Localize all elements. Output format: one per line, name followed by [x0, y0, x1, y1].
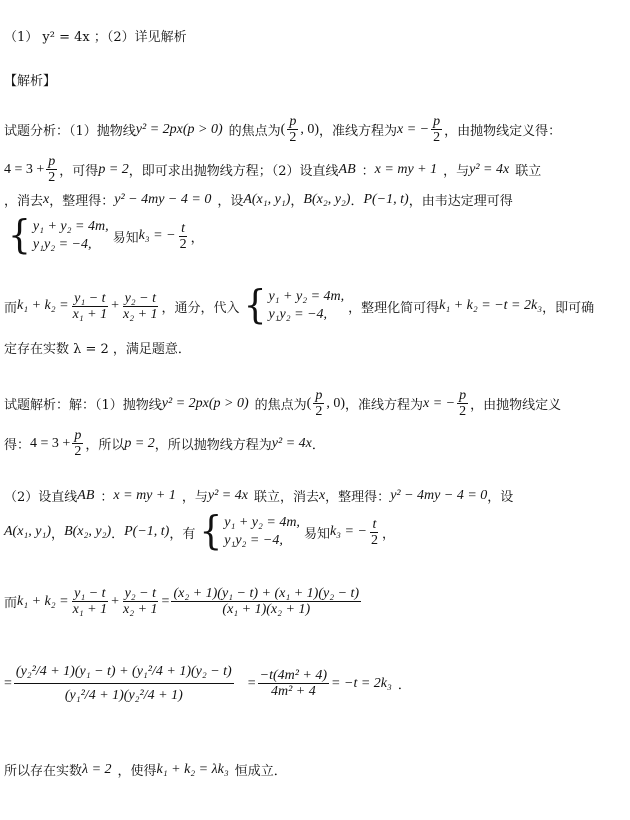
math: 4 = 3 +: [30, 435, 71, 451]
math: y² = 4x: [207, 487, 248, 503]
solution-line-1: [4, 388, 561, 419]
math: 4 = 3 +: [4, 161, 45, 177]
text: 易知: [112, 230, 139, 246]
math: k₃ = −: [138, 228, 176, 243]
math: k₁ + k₂ = −t = 2k₃: [439, 298, 543, 313]
math: k₁ + k₂ = λk₃: [156, 761, 229, 777]
text: ，所以抛物线方程为: [154, 438, 272, 453]
solution-line-4: [4, 508, 395, 554]
fraction: $\frac{p}{2}$: [74, 428, 82, 459]
text: 得：: [4, 438, 31, 453]
text: ，由抛物线定义得：: [444, 124, 562, 139]
text: 恒成立．: [234, 764, 287, 779]
math: AB: [338, 161, 356, 177]
math: +: [111, 298, 120, 313]
text: ：: [361, 164, 375, 179]
math: x = −: [397, 121, 430, 137]
math: B(x₂, y₂): [64, 524, 112, 539]
math: B(x₂, y₂): [303, 191, 351, 207]
text: ．: [350, 194, 364, 209]
math: λ = 2: [82, 761, 112, 777]
fraction: $\frac{p}{2}$: [289, 114, 297, 145]
text: 的焦点为: [254, 398, 307, 413]
text: ，整理得：: [49, 194, 115, 209]
math: , 0): [326, 395, 345, 411]
math: k₁ + k₂ =: [17, 298, 69, 313]
math: y² = 2px(p > 0): [161, 395, 249, 411]
equation-system: { y₁ + y₂ = 4m, y₁y₂ = −4,: [8, 212, 109, 258]
text: 而: [4, 596, 18, 611]
math: x: [43, 191, 50, 207]
math: x = my + 1: [374, 161, 438, 177]
math: AB: [77, 487, 95, 503]
answer-text: （1） y² = 4x ；（2）详见解析: [4, 30, 187, 45]
math: p = 2: [98, 161, 129, 177]
text: 联立，消去: [253, 490, 319, 505]
answer-line: [4, 26, 187, 45]
math: (: [306, 395, 312, 411]
solution-line-2: [4, 428, 325, 459]
math: =: [4, 675, 12, 691]
fraction: $\frac{p}{2}$: [315, 388, 323, 419]
math: P(−1, t): [124, 524, 170, 539]
math: P(−1, t): [363, 191, 409, 207]
text: ，由韦达定理可得: [408, 194, 513, 209]
math: k₃ = −: [329, 524, 367, 539]
text: ，: [290, 194, 304, 209]
math: +: [111, 593, 120, 609]
fraction: $\frac{\text{y₁ − t}}{\text{x₁ + 1}}$: [72, 290, 108, 322]
math: (: [280, 121, 286, 137]
math: p = 2: [124, 435, 155, 451]
text: ，通分，代入: [161, 300, 240, 316]
analysis-line-4: [4, 212, 204, 258]
text: ，准线方程为: [318, 124, 397, 139]
text: ，即可确: [542, 300, 595, 316]
text: 试题解析：解：（1）抛物线: [4, 398, 162, 413]
fraction: $\frac{t}{2}$: [370, 516, 378, 548]
math: x = −: [423, 395, 456, 411]
text: ，整理化简可得: [348, 300, 440, 316]
fraction: $\frac{p}{2}$: [48, 154, 56, 185]
math: A(x₁, y₁): [243, 191, 291, 207]
math: k₁ + k₂ =: [17, 593, 69, 609]
math: , 0): [300, 121, 319, 137]
text: ，设: [487, 490, 514, 505]
text: 试题分析：（1）抛物线: [4, 124, 136, 139]
text: ：: [100, 490, 114, 505]
fraction: $\frac{\text{y₂ − t}}{\text{x₂ + 1}}$: [123, 290, 158, 322]
text: 的焦点为: [228, 124, 281, 139]
math: =: [247, 675, 256, 691]
text: ，可得: [59, 164, 99, 179]
math: = −t = 2k₃: [331, 675, 392, 691]
text: ，: [190, 230, 204, 246]
text: 联立: [515, 164, 542, 179]
analysis-line-5: [4, 282, 595, 328]
math: y² = 2px(p > 0): [135, 121, 223, 137]
text: ，即可求出抛物线方程；（2）设直线: [128, 164, 339, 179]
text: ，消去: [4, 194, 44, 209]
text: 所以存在实数: [4, 764, 83, 779]
text: ．: [311, 438, 325, 453]
fraction: $\frac{\text{(x₂ + 1)(y₁ − t) + (x₁ + 1)(y₂ − t)}}{\text{(x₁ + 1)(x₂ + 1)}}$: [173, 586, 360, 617]
analysis-line-1: [4, 114, 561, 145]
text: ，: [51, 526, 65, 542]
math: y² = 4x: [271, 435, 312, 451]
text: ，整理得：: [325, 490, 391, 505]
math: x: [318, 487, 326, 503]
section-title-text: 【解析】: [4, 74, 57, 89]
equation-system: { y₁ + y₂ = 4m, y₁y₂ = −4,: [243, 282, 345, 328]
equation-system: { y₁ + y₂ = 4m, y₁y₂ = −4,: [199, 508, 300, 554]
analysis-line-6: [4, 338, 191, 357]
text: ，准线方程为: [344, 398, 423, 413]
fraction: $\frac{p}{2}$: [459, 388, 467, 419]
analysis-line-3: [4, 190, 513, 209]
text: 而: [4, 300, 18, 316]
math: y² − 4my − 4 = 0: [390, 487, 488, 503]
text: ，与: [443, 164, 470, 179]
fraction: $\frac{\text{y₁ − t}}{\text{x₁ + 1}}$: [72, 586, 108, 617]
text: ，: [381, 526, 395, 542]
text: ．: [397, 678, 411, 693]
fraction: $\frac{\text{−t(4m² + 4)}}{\text{4m² + 4}}$: [259, 668, 328, 699]
text: ，有: [169, 526, 196, 542]
text: ，由抛物线定义: [470, 398, 562, 413]
fraction: $\frac{t}{2}$: [179, 220, 187, 252]
fraction: $\frac{\text{y₂ − t}}{\text{x₂ + 1}}$: [123, 586, 158, 617]
analysis-line-2: [4, 154, 541, 185]
math: =: [161, 593, 170, 609]
solution-line-7: [4, 760, 287, 779]
math: y² − 4my − 4 = 0: [114, 191, 212, 207]
section-title: [4, 70, 56, 89]
text: ．: [111, 526, 125, 542]
text: （2）设直线: [4, 490, 78, 505]
solution-line-5: [4, 586, 363, 617]
fraction: $\frac{p}{2}$: [433, 114, 441, 145]
solution-line-3: [4, 486, 513, 505]
text: 定存在实数 λ = 2 ，满足题意．: [4, 342, 191, 357]
text: ，与: [181, 490, 208, 505]
math: y² = 4x: [469, 161, 510, 177]
solution-line-6: [4, 660, 411, 707]
math: A(x₁, y₁): [4, 524, 52, 539]
math: x = my + 1: [113, 487, 176, 503]
text: 易知: [303, 526, 330, 542]
text: ，设: [217, 194, 244, 209]
fraction: $\frac{\text{(y₂²/4 + 1)(y₁ − t) + (y₁²/4 + 1)(y₂ − t)}}{\text{(y₁²/4 + 1)(y₂²/4 + 1)}}$: [14, 660, 234, 707]
text: ，所以: [85, 438, 125, 453]
text: ，使得: [117, 764, 157, 779]
